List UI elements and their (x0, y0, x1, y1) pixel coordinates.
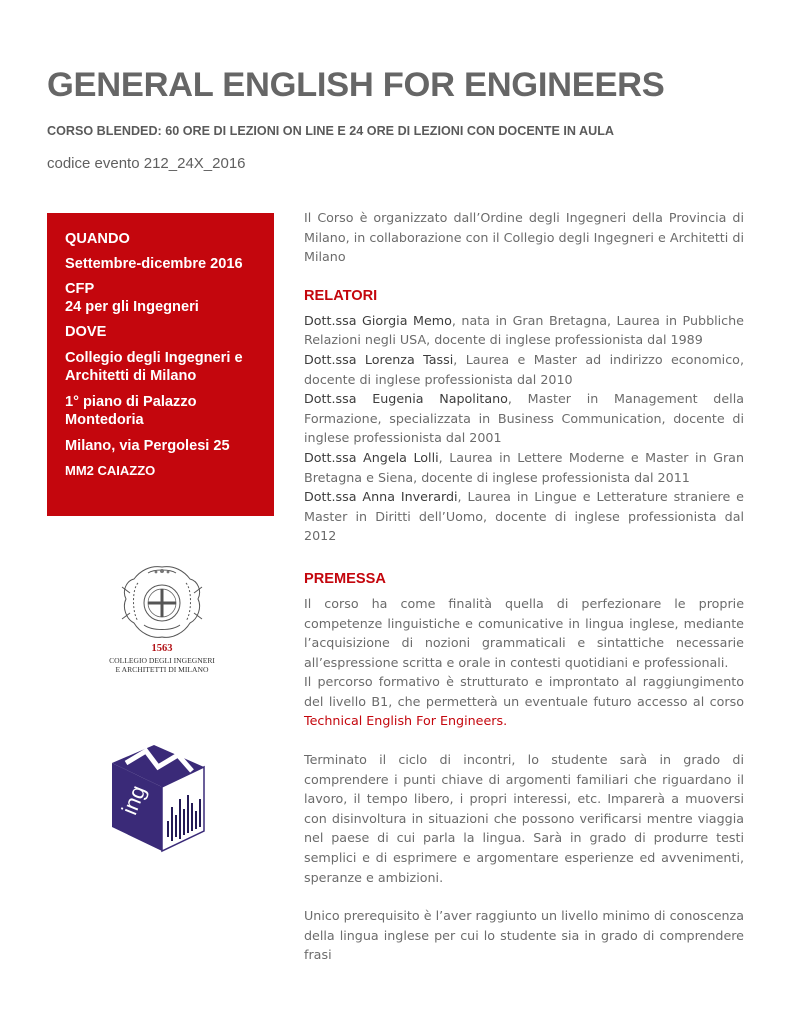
speaker-bio: , Laurea in Lettere Moderne e Master in Gran Bretagna e Siena, docente di inglese professionista dal 2011 (304, 449, 745, 485)
event-code: codice evento 212_24X_2016 (47, 155, 246, 172)
quando-value: Settembre-dicembre 2016 (65, 256, 243, 272)
speaker-item (304, 448, 744, 487)
floor-line2: Montedoria (65, 412, 144, 428)
coat-of-arms-icon (92, 563, 232, 643)
quando-label: QUANDO (65, 231, 130, 247)
metro-stop: MM2 CAIAZZO (65, 463, 156, 478)
speaker-list (304, 311, 744, 546)
page-title: GENERAL ENGLISH FOR ENGINEERS (47, 66, 665, 104)
speaker-item (304, 487, 744, 546)
speaker-name: Dott.ssa Angela Lolli (304, 449, 439, 465)
course-subtitle: CORSO BLENDED: 60 ORE DI LEZIONI ON LINE E 24 ORE DI LEZIONI CON DOCENTE IN AULA (47, 124, 615, 138)
seal-name (92, 656, 232, 674)
relatori-title: RELATORI (304, 287, 378, 304)
speaker-item (304, 389, 744, 448)
cfp-value: 24 per gli Ingegneri (65, 299, 199, 315)
speaker-name: Dott.ssa Anna Inverardi (304, 489, 458, 505)
ing-cube-logo (106, 737, 208, 853)
venue-line2: Architetti di Milano (65, 368, 197, 384)
premessa-p2-end: . (503, 713, 508, 729)
ing-cube-icon (106, 737, 208, 853)
floor-line1: 1° piano di Palazzo (65, 394, 197, 410)
collegio-seal-logo (92, 563, 232, 679)
speaker-name: Dott.ssa Giorgia Memo (304, 312, 452, 328)
address: Milano, via Pergolesi 25 (65, 438, 230, 454)
speaker-name: Dott.ssa Lorenza Tassi (304, 351, 454, 367)
main-content (304, 208, 744, 965)
seal-name-line2: E ARCHITETTI DI MILANO (115, 665, 209, 674)
speaker-name: Dott.ssa Eugenia Napolitano (304, 391, 508, 407)
speaker-bio: , nata in Gran Bretagna, Laurea in Pubbliche Relazioni negli USA, docente di inglese professionista dal 1989 (304, 312, 744, 348)
venue-line1: Collegio degli Ingegneri e (65, 350, 243, 366)
cfp-label: CFP (65, 281, 95, 297)
intro-paragraph: Il Corso è organizzato dall’Ordine degli Ingegneri della Provincia di Milano, in collaborazione con il Collegio degli Ingegneri e Architetti di Milano (304, 210, 744, 265)
technical-english-link[interactable]: Technical English For Engineers (304, 713, 504, 729)
speaker-item (304, 350, 744, 389)
ing-text: ing (116, 781, 151, 819)
premessa-p2-text: Il percorso formativo è strutturato e improntato al raggiungimento del livello B1, che permetterà un eventuale futuro accesso al corso (304, 674, 744, 709)
premessa-paragraph-2 (304, 672, 744, 731)
seal-name-line1: COLLEGIO DEGLI INGEGNERI (109, 656, 215, 665)
speaker-bio: , Master in Management della Formazione, specializzata in Business Communication, docente di inglese professionista dal 2001 (304, 391, 744, 446)
premessa-paragraph-1: Il corso ha come finalità quella di perfezionare le proprie competenze linguistiche e comunicative in lingua inglese, mediante l’acquisizione di nozioni grammaticali e sintattiche necessarie all’espressione scritta e orale in contesti quotidiani e professionali. (304, 595, 744, 670)
info-box (47, 213, 274, 516)
premessa-title: PREMESSA (304, 570, 386, 587)
speaker-bio: , Laurea e Master ad indirizzo economico, docente di inglese professionista dal 2010 (304, 351, 744, 387)
dove-label: DOVE (65, 324, 107, 340)
speaker-bio: , Laurea in Lingue e Letterature straniere e Master in Diritti dell’Uomo, docente di inglese professionista dal 2012 (304, 489, 744, 544)
speaker-item (304, 311, 744, 350)
seal-year: 1563 (151, 643, 173, 654)
premessa-paragraph-4: Unico prerequisito è l’aver raggiunto un livello minimo di conoscenza della lingua inglese per cui lo studente sia in grado di comprendere frasi (304, 908, 744, 963)
premessa-paragraph-3: Terminato il ciclo di incontri, lo studente sarà in grado di comprendere i punti chiave di argomenti familiari che riguardano il lavoro, il tempo libero, i propri interessi, etc. Imparerà a muoversi con disinvoltura in situazioni che possono verificarsi mentre viaggia nel paese di cui parla la lingua. Sarà in grado di produrre testi semplici e di esprimere e argomentare esperienze ed avvenimenti, speranze e ambizioni. (304, 752, 744, 885)
